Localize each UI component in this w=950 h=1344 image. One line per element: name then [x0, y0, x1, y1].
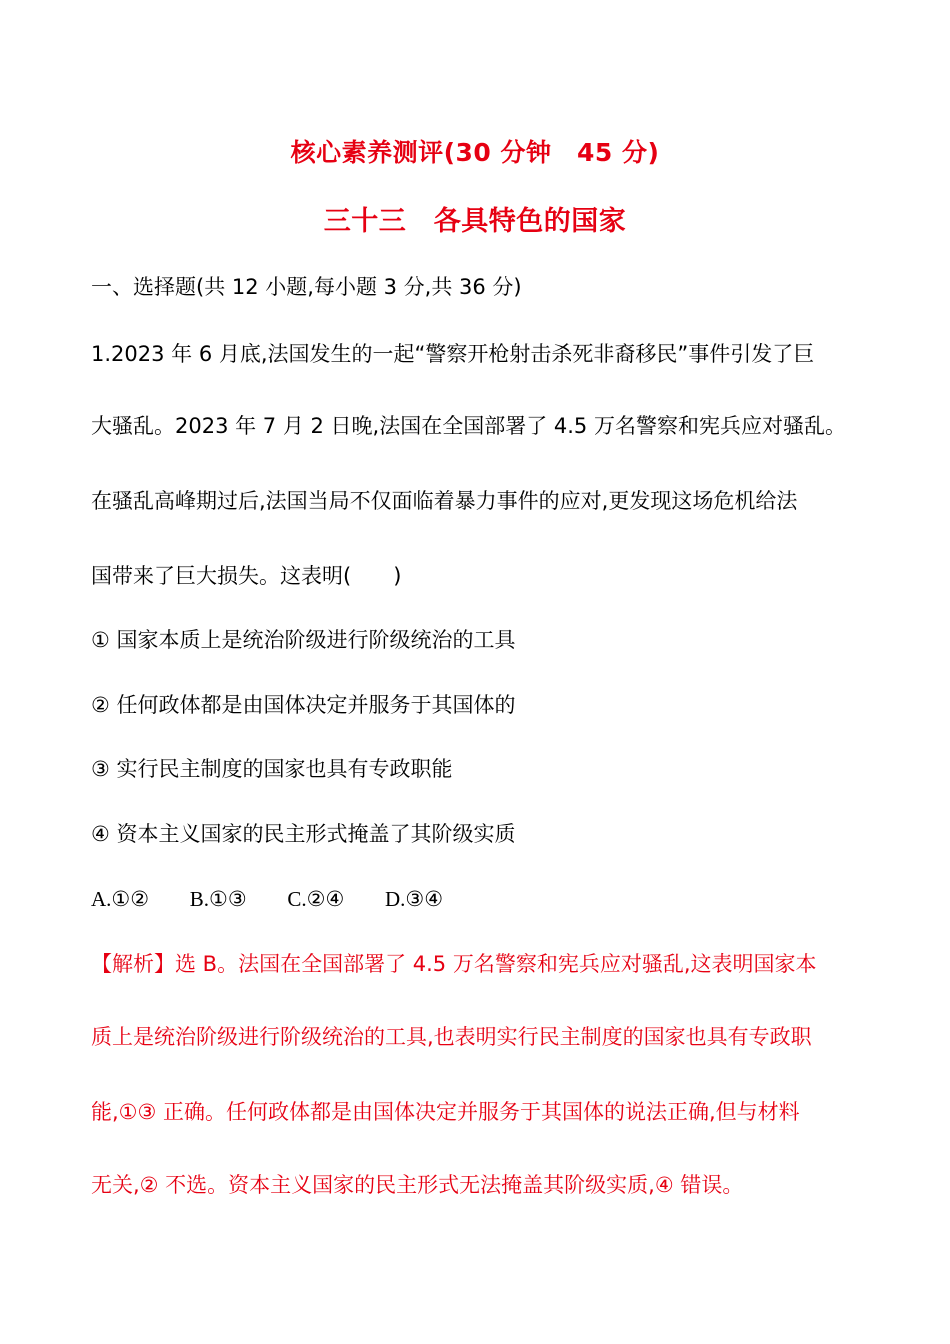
- question-stem-line-1: 1.2023 年 6 月底,法国发生的一起“警察开枪射击杀死非裔移民”事件引发了巨: [91, 342, 815, 366]
- analysis-line-2: 质上是统治阶级进行阶级统治的工具,也表明实行民主制度的国家也具有专政职: [91, 1025, 812, 1049]
- choice-a[interactable]: A.①②: [91, 887, 150, 911]
- statement-1: ① 国家本质上是统治阶级进行阶级统治的工具: [91, 628, 516, 652]
- analysis-line-4: 无关,② 不选。资本主义国家的民主形式无法掩盖其阶级实质,④ 错误。: [91, 1173, 744, 1197]
- choice-b[interactable]: B.①③: [189, 887, 247, 911]
- statement-4: ④ 资本主义国家的民主形式掩盖了其阶级实质: [91, 822, 516, 846]
- page-title: 核心素养测评(30 分钟 45 分): [290, 138, 660, 167]
- choice-c[interactable]: C.②④: [287, 887, 345, 911]
- lesson-title: 三十三 各具特色的国家: [323, 206, 627, 237]
- statement-2: ② 任何政体都是由国体决定并服务于其国体的: [91, 693, 516, 717]
- section-heading: 一、选择题(共 12 小题,每小题 3 分,共 36 分): [91, 275, 522, 299]
- choice-d[interactable]: D.③④: [384, 887, 444, 911]
- question-stem-line-3: 在骚乱高峰期过后,法国当局不仅面临着暴力事件的应对,更发现这场危机给法: [91, 489, 798, 513]
- analysis-line-1: 【解析】选 B。法国在全国部署了 4.5 万名警察和宪兵应对骚乱,这表明国家本: [91, 952, 817, 976]
- statement-3: ③ 实行民主制度的国家也具有专政职能: [91, 757, 453, 781]
- analysis-line-3: 能,①③ 正确。任何政体都是由国体决定并服务于其国体的说法正确,但与材料: [91, 1100, 800, 1124]
- answer-choices: [91, 884, 871, 914]
- question-stem-line-4: 国带来了巨大损失。这表明( ): [91, 564, 402, 588]
- question-stem-line-2: 大骚乱。2023 年 7 月 2 日晚,法国在全国部署了 4.5 万名警察和宪兵应对骚乱。: [91, 414, 846, 438]
